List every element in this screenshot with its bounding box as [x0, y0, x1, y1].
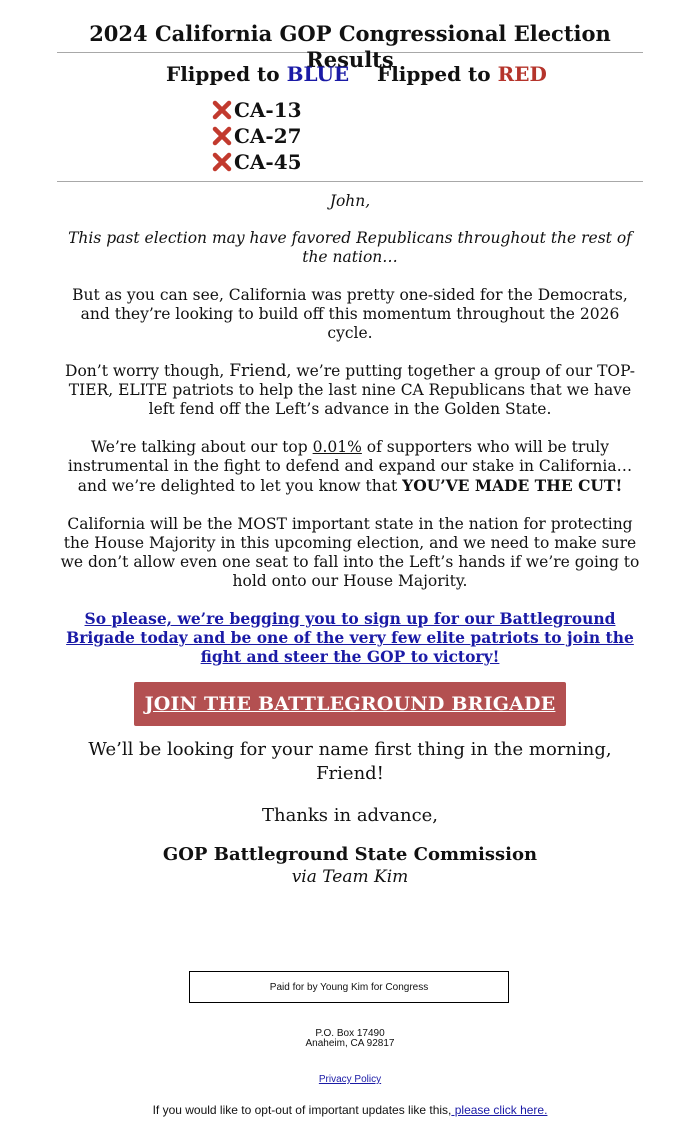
district-label: CA-45: [234, 150, 302, 174]
district-label: CA-27: [234, 124, 302, 148]
x-mark-icon: [211, 125, 233, 147]
signup-link[interactable]: So please, we’re begging you to sign up for our Battleground Brigade today and be one of the very few elite patriots to join the fight and steer the GOP to victory!: [66, 609, 634, 666]
friend-name: Friend: [229, 361, 287, 381]
paragraph-4: [57, 438, 643, 496]
top-percent: 0.01%: [312, 438, 362, 456]
optout-link[interactable]: please click here.: [451, 1103, 548, 1117]
flipped-blue-prefix: Flipped to: [166, 62, 287, 86]
letter-body: [57, 192, 643, 666]
paragraph-5: California will be the MOST important state in the nation for protecting the House Majority in this upcoming election, and we need to make sure we don’t allow even one seat to fall into the Left’s hands if we’re going to hold onto our House Majority.: [60, 515, 640, 590]
p3-post: , we’re putting together a group of our TOP-TIER, ELITE patriots to help the last nine CA Republicans that we have left fend off the Left’s advance in the Golden State.: [68, 362, 635, 418]
district-item: [211, 97, 302, 123]
flip-legend: [57, 53, 643, 93]
p4-pre: We’re talking about our top: [91, 438, 313, 456]
x-mark-icon: [211, 151, 233, 173]
join-brigade-button[interactable]: JOIN THE BATTLEGROUND BRIGADE: [134, 682, 567, 726]
paid-for-box: [189, 971, 509, 1003]
flipped-to-red-heading: [377, 62, 547, 86]
closing-line-2: Thanks in advance,: [261, 805, 439, 826]
paid-for-text: Paid for by Young Kim for Congress: [269, 981, 429, 993]
privacy-container: [0, 1074, 700, 1085]
district-label: CA-13: [234, 98, 302, 122]
closing-line-1: We’ll be looking for your name first thing in the morning, Friend!: [88, 739, 612, 784]
made-the-cut: YOU’VE MADE THE CUT!: [402, 476, 623, 495]
paragraph-2: But as you can see, California was pretty one-sided for the Democrats, and they’re looking to build off this momentum throughout the 2026 cycle.: [72, 286, 628, 342]
optout-text: If you would like to opt-out of important updates like this,: [152, 1103, 452, 1117]
blue-word: BLUE: [286, 62, 350, 86]
p4-mid: of supporters who will be truly instrumental in the fight to defend and expand our stake in California… and we’re delighted to let you know that: [67, 438, 633, 495]
p3-pre: Don’t worry though,: [65, 362, 230, 380]
email-body: [57, 0, 643, 888]
city-state-zip: Anaheim, CA 92817: [305, 1038, 395, 1049]
signature-via: via Team Kim: [291, 867, 409, 887]
district-item: [211, 149, 302, 175]
signup-link-paragraph: [57, 609, 643, 666]
privacy-policy-link[interactable]: Privacy Policy: [318, 1074, 382, 1085]
flipped-to-blue-heading: [166, 62, 349, 86]
signature-org: GOP Battleground State Commission: [162, 844, 538, 865]
paragraph-3: [57, 362, 643, 419]
results-title: 2024 California GOP Congressional Election Results: [89, 21, 611, 72]
district-list: [57, 93, 643, 181]
flipped-red-prefix: Flipped to: [377, 62, 498, 86]
greeting: John,: [329, 192, 371, 210]
divider-bottom: [57, 181, 643, 182]
po-box: P.O. Box 17490: [315, 1028, 385, 1039]
signature: [57, 844, 643, 888]
paragraph-1: This past election may have favored Republicans throughout the rest of the nation…: [68, 229, 632, 266]
cta-container: [57, 682, 643, 726]
x-mark-icon: [211, 99, 233, 121]
mailing-address: [0, 1029, 700, 1049]
optout-line: [0, 1103, 700, 1117]
red-word: RED: [497, 62, 547, 86]
district-item: [211, 123, 302, 149]
